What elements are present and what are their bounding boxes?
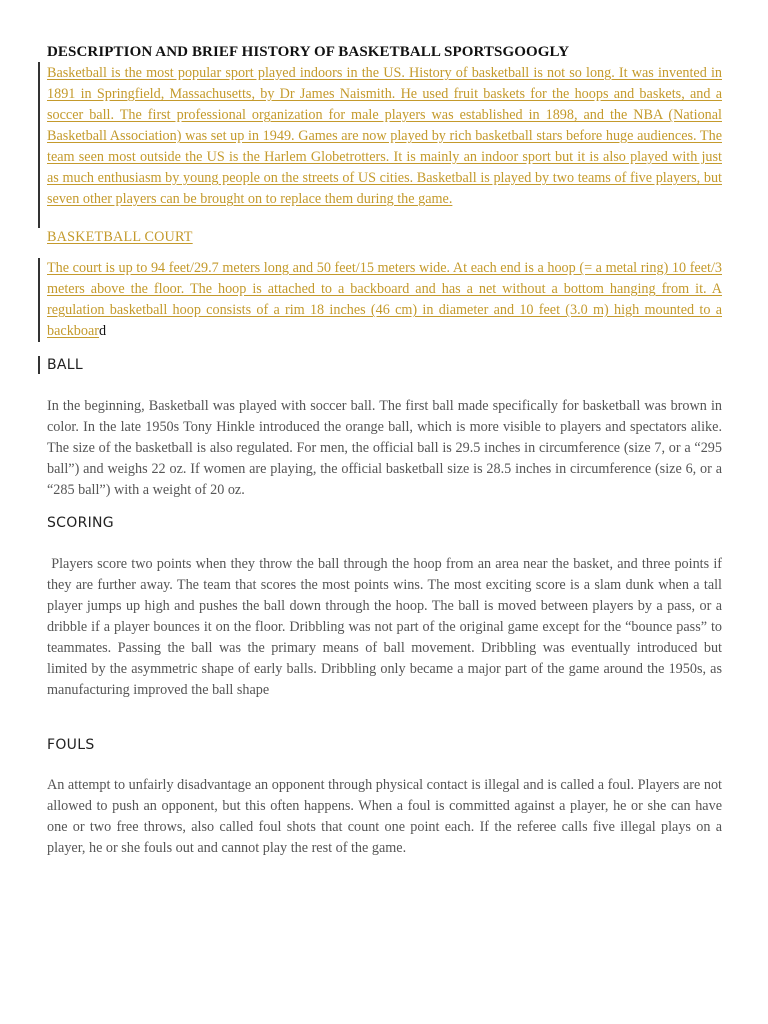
scoring-heading: SCORING <box>47 515 114 531</box>
ball-paragraph: In the beginning, Basketball was played with soccer ball. The first ball made specifically for basketball was brown in color. In the late 1950s Tony Hinkle introduced the orange ball, which is more visible to players and spectators alike. The size of the basketball is also regulated. For men, the official ball is 29.5 inches in circumference (size 7, or a “295 ball”) and weighs 22 oz. If women are playing, the official basketball size is 28.5 inches in circumference (size 6, or a “285 ball”) with a weight of 20 oz. <box>47 398 722 498</box>
intro-paragraph-link[interactable]: Basketball is the most popular sport played indoors in the US. History of basketball is not so long. It was invented in 1891 in Springfield, Massachusetts, by Dr James Naismith. He used fruit baskets for the hoops and baskets, and a soccer ball. The first professional organization for male players was established in 1898, and the NBA (National Basketball Association) was set up in 1949. Games are now played by rich basketball stars before huge audiences. The team seen most outside the US is the Harlem Globetrotters. It is mainly an indoor sport but it is also played with just as much enthusiasm by young people on the streets of US cities. Basketball is played by two teams of five players, but seven other players can be brought on to replace them during the game. <box>47 65 722 207</box>
scoring-paragraph: Players score two points when they throw the ball through the hoop from an area near the basket, and three points if they are further away. The team that scores the most points wins. The most exciting score is a slam dunk when a tall player jumps up high and pushes the ball down through the hoop. The ball is moved between players by a pass, or a dribble if a player bounces it on the floor. Dribbling was not part of the original game except for the “bounce pass” to teammates. Passing the ball was the primary means of ball movement. Dribbling was eventually introduced but limited by the asymmetric shape of early balls. Dribbling only became a major part of the game around the 1950s, as manufacturing improved the ball shape <box>47 556 726 698</box>
fouls-heading: FOULS <box>47 737 95 753</box>
court-quote-bar <box>38 258 40 342</box>
court-paragraph-tail: d <box>99 323 107 339</box>
court-paragraph[interactable] <box>47 258 722 342</box>
ball-heading-bar <box>38 356 40 374</box>
basketball-court-link[interactable]: BASKETBALL COURT <box>47 229 193 245</box>
document-title: DESCRIPTION AND BRIEF HISTORY OF BASKETBALL SPORTSGOOGLY <box>47 44 570 60</box>
ball-heading: BALL <box>47 357 83 373</box>
court-paragraph-link[interactable]: The court is up to 94 feet/29.7 meters long and 50 feet/15 meters wide. At each end is a hoop (= a metal ring) 10 feet/3 meters above the floor. The hoop is attached to a backboard and has a net without a bottom hanging from it. A regulation basketball hoop consists of a rim 18 inches (46 cm) in diameter and 10 feet (3.0 m) high mounted to a backboar <box>47 260 722 339</box>
intro-quote-bar <box>38 62 40 228</box>
fouls-paragraph: An attempt to unfairly disadvantage an opponent through physical contact is illegal and is called a foul. Players are not allowed to push an opponent, but this often happens. When a foul is committed against a player, he or she can have one or two free throws, also called foul shots that count one point each. If the referee calls five illegal plays on a player, he or she fouls out and cannot play the rest of the game. <box>47 777 722 856</box>
